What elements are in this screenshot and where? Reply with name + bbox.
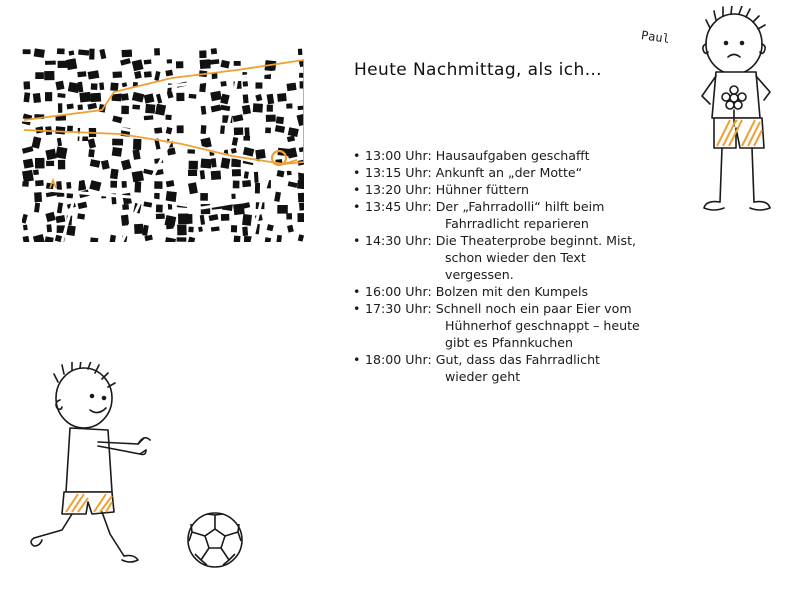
paul-label: Paul xyxy=(640,28,671,46)
schedule-text: Schnell noch ein paar Eier vom xyxy=(435,301,632,316)
city-map xyxy=(22,48,304,242)
schedule-item xyxy=(353,198,693,232)
schedule-item xyxy=(353,181,693,198)
schedule-text: wieder geht xyxy=(445,369,521,384)
page-heading: Heute Nachmittag, als ich… xyxy=(354,60,603,80)
schedule-text: Gut, dass das Fahrradlicht xyxy=(435,352,600,367)
schedule-text: gibt es Pfannkuchen xyxy=(445,335,573,350)
map-drawing xyxy=(22,48,304,242)
football-icon xyxy=(185,510,245,570)
schedule-time: 18:00 Uhr: xyxy=(365,352,432,367)
schedule-text: Fahrradlicht reparieren xyxy=(445,216,589,231)
kicking-boy-figure xyxy=(28,362,168,572)
schedule-item xyxy=(353,164,693,181)
schedule-text: Die Theaterprobe beginnt. Mist, xyxy=(435,233,637,248)
schedule-text: Hausaufgaben geschafft xyxy=(435,148,590,163)
schedule-text: vergessen. xyxy=(445,267,514,282)
schedule-text: Bolzen mit den Kumpels xyxy=(435,284,589,299)
schedule-time: 13:20 Uhr: xyxy=(365,182,432,197)
schedule-item xyxy=(353,300,693,351)
schedule-text: schon wieder den Text xyxy=(445,250,586,265)
schedule-time: 13:00 Uhr: xyxy=(365,148,432,163)
schedule-item xyxy=(353,283,693,300)
schedule-text: Hühnerhof geschnappt – heute xyxy=(445,318,640,333)
schedule-text: Ankunft an „der Motte“ xyxy=(435,165,583,180)
schedule-text: Hühner füttern xyxy=(435,182,530,197)
schedule-item xyxy=(353,351,693,385)
schedule-list xyxy=(353,147,693,385)
schedule-time: 14:30 Uhr: xyxy=(365,233,432,248)
schedule-time: 16:00 Uhr: xyxy=(365,284,432,299)
paul-figure xyxy=(690,6,780,216)
schedule-time: 13:45 Uhr: xyxy=(365,199,432,214)
schedule-item xyxy=(353,232,693,283)
schedule-time: 17:30 Uhr: xyxy=(365,301,432,316)
schedule-item xyxy=(353,147,693,164)
schedule-text: Der „Fahrradolli“ hilft beim xyxy=(435,199,605,214)
schedule-time: 13:15 Uhr: xyxy=(365,165,432,180)
